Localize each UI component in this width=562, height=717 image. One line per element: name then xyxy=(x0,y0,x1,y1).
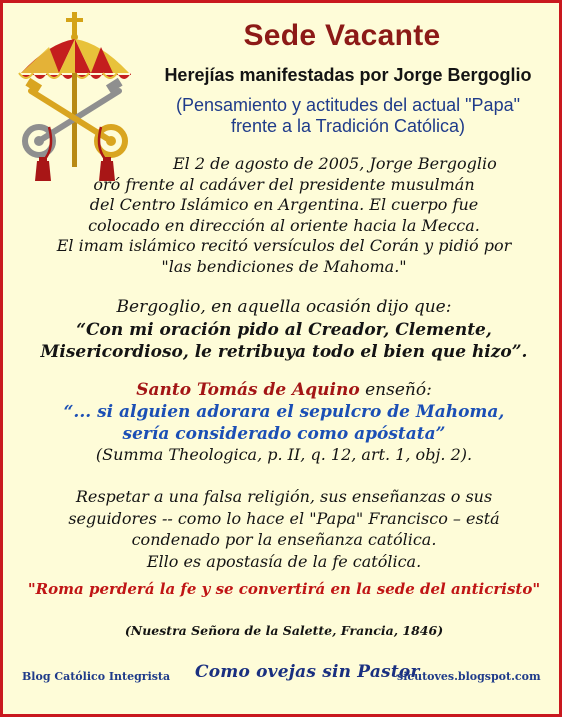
page-subtitle: Herejías manifestadas por Jorge Bergoglio xyxy=(164,65,532,85)
apostasy-paragraph xyxy=(23,486,545,572)
paragraph-line: "las bendiciones de Mahoma." xyxy=(161,256,407,276)
quote-intro: Bergoglio, en aquella ocasión dijo que: xyxy=(116,297,452,317)
quote-line: sería considerado como apóstata” xyxy=(122,424,446,444)
paragraph-line: Ello es apostasía de la fe católica. xyxy=(146,551,422,571)
salette-prophecy: "Roma perderá la fe y se convertirá en la sede del anticristo" xyxy=(27,580,541,598)
paragraph-line: Respetar a una falsa religión, sus enseñanzas o sus xyxy=(75,487,493,506)
prophecy-source: (Nuestra Señora de la Salette, Francia, 1846) xyxy=(124,623,444,638)
subtitle-line: frente a la Tradición Católica) xyxy=(230,116,466,136)
subtitle-line: (Pensamiento y actitudes del actual "Papa" xyxy=(176,95,520,115)
event-paragraph xyxy=(23,154,545,277)
paragraph-line: colocado en dirección al oriente hacia la Mecca. xyxy=(88,215,480,235)
paragraph-line: oró frente al cadáver del presidente musulmán xyxy=(93,174,475,194)
aquinas-intro xyxy=(23,380,545,400)
paragraph-line: El 2 de agosto de 2005, Jorge Bergoglio xyxy=(173,154,497,173)
paragraph-line: condenado por la enseñanza católica. xyxy=(131,530,437,549)
paragraph-line: El imam islámico recitó versículos del Corán y pidió por xyxy=(56,236,512,255)
quote-line: “... si alguien adorara el sepulcro de Mahoma, xyxy=(63,402,505,422)
summa-citation: (Summa Theologica, p. II, q. 12, art. 1, obj. 2). xyxy=(95,445,473,464)
aquinas-quote xyxy=(23,401,545,445)
footer-blog-url: sicutoves.blogspot.com xyxy=(397,670,541,683)
footer-blog-title: Como ovejas sin Pastor xyxy=(195,662,420,682)
paragraph-line: del Centro Islámico en Argentina. El cuerpo fue xyxy=(89,195,479,214)
quote-line: Misericordioso, le retribuya todo el bien que hizo”. xyxy=(40,342,528,362)
page-title: Sede Vacante xyxy=(243,19,441,52)
paragraph-line: seguidores -- como lo hace el "Papa" Francisco – está xyxy=(68,508,500,528)
quote-line: “Con mi oración pido al Creador, Clemente, xyxy=(76,320,492,340)
aquinas-name: Santo Tomás de Aquino xyxy=(136,380,360,400)
aquinas-verb: enseñó: xyxy=(359,380,432,400)
page-subtitle-parenthetical xyxy=(163,95,533,137)
bergoglio-quote xyxy=(11,319,557,363)
footer-blog-name: Blog Católico Integrista xyxy=(22,670,171,683)
